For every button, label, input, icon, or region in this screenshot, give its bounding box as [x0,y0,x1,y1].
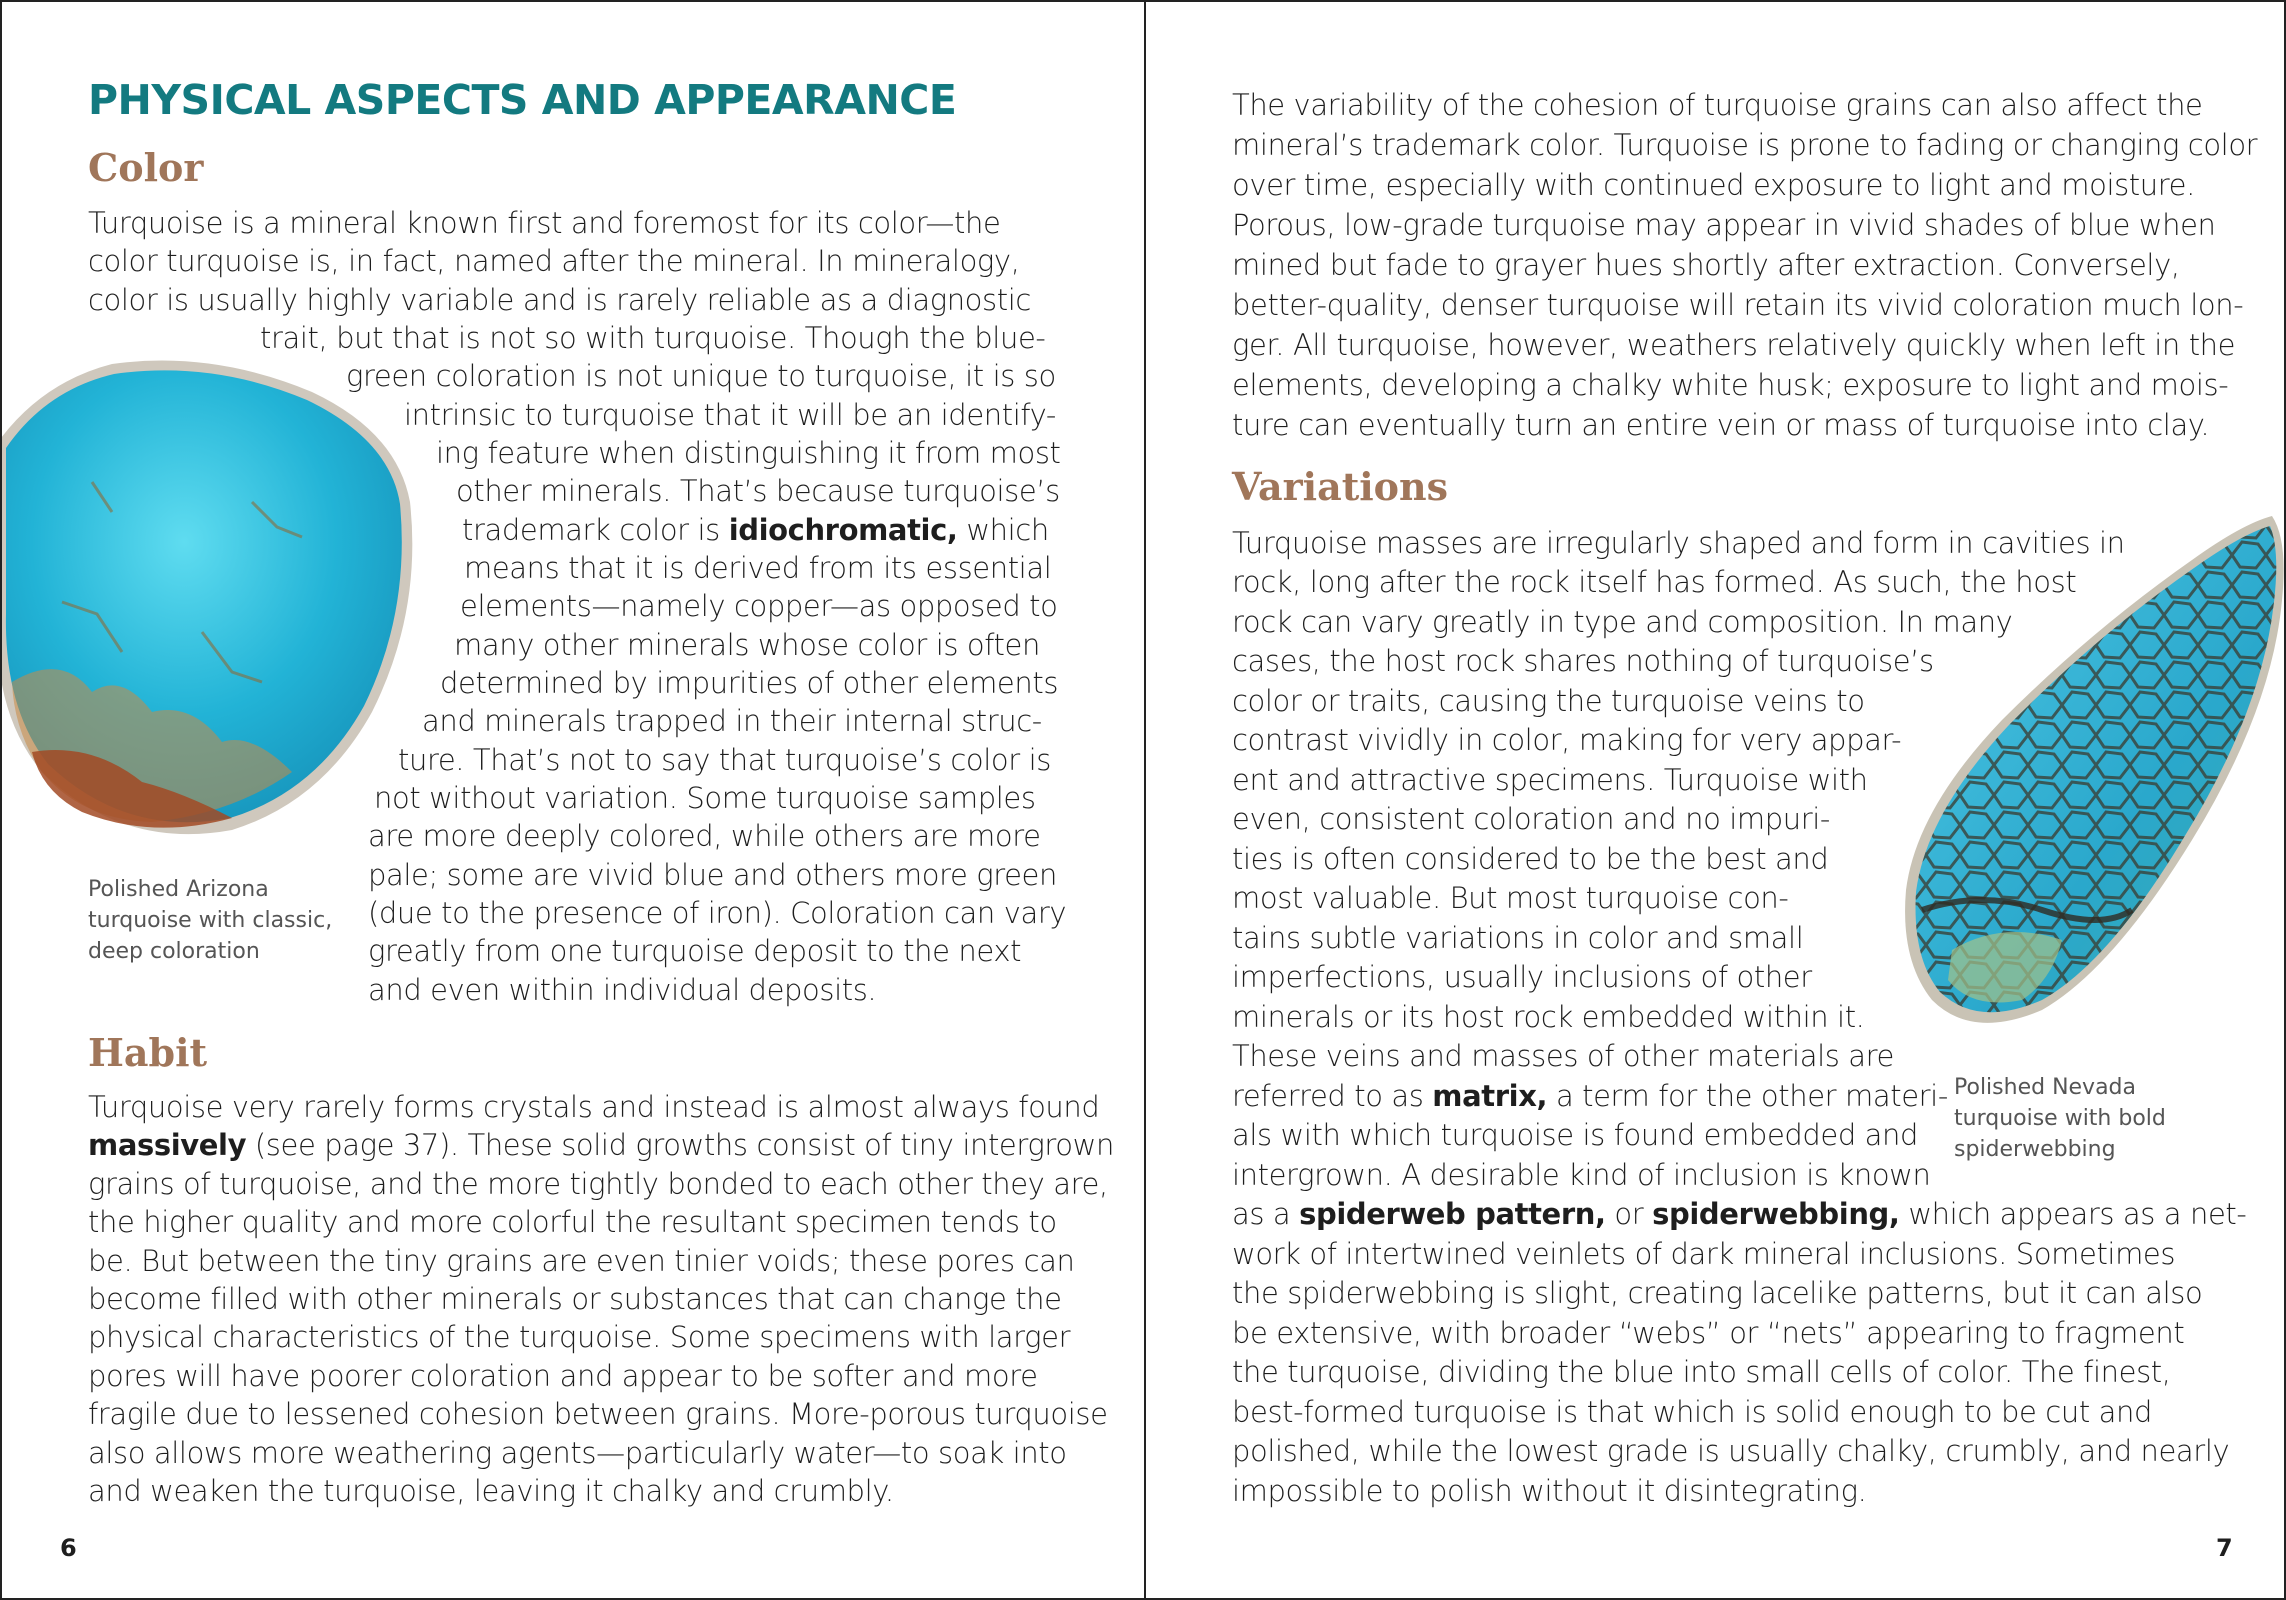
text-line: pores will have poorer coloration and appear to be softer and more [88,1359,1038,1393]
text-line: the spiderwebbing is slight, creating lacelike patterns, but it can also [1232,1276,2203,1310]
text-line: trait, but that is not so with turquoise. Though the blue- [260,321,1046,355]
text-line: determined by impurities of other elements [440,666,1059,700]
text-run: trademark color is [462,513,729,547]
left-page [2,2,1144,1598]
text-line: imperfections, usually inclusions of other [1232,960,1812,994]
text-line: ties is often considered to be the best and [1232,842,1829,876]
text-line: cases, the host rock shares nothing of turquoise’s [1232,644,1934,678]
text-run: referred to as [1232,1079,1433,1113]
text-line: Turquoise masses are irregularly shaped and form in cavities in [1232,526,2125,560]
text-run: which appears as a net- [1899,1197,2247,1231]
text-line: polished, while the lowest grade is usually chalky, crumbly, and nearly [1232,1434,2230,1468]
text-line: and even within individual deposits. [368,973,877,1007]
text-run: as a [1232,1197,1300,1231]
text-run: or [1605,1197,1653,1231]
text-line: These veins and masses of other materials are [1232,1039,1894,1073]
text-line: mineral’s trademark color. Turquoise is prone to fading or changing color [1232,128,2258,162]
text-line [1232,1077,1948,1115]
text-line: become filled with other minerals or substances that can change the [88,1282,1062,1316]
text-line: work of intertwined veinlets of dark mineral inclusions. Sometimes [1232,1237,2176,1271]
caption-line: Polished Nevada [1954,1075,2137,1100]
text-line: mined but fade to grayer hues shortly after extraction. Conversely, [1232,248,2180,282]
text-line: grains of turquoise, and the more tightly bonded to each other they are, [88,1167,1108,1201]
text-line: the turquoise, dividing the blue into small cells of color. The finest, [1232,1355,2171,1389]
text-line: ture. That’s not to say that turquoise’s color is [398,743,1051,777]
text-line: ger. All turquoise, however, weathers relatively quickly when left in the [1232,328,2236,362]
text-line: Turquoise very rarely forms crystals and instead is almost always found [88,1090,1100,1124]
text-line: not without variation. Some turquoise samples [374,781,1036,815]
text-line: rock can vary greatly in type and composition. In many [1232,605,2013,639]
text-run: which [957,513,1049,547]
right-page [1144,2,2286,1598]
text-line: are more deeply colored, while others are more [368,819,1041,853]
text-line: most valuable. But most turquoise con- [1232,881,1789,915]
variations-heading: Variations [1232,464,1449,509]
text-line [88,1126,1114,1164]
text-line: better-quality, denser turquoise will retain its vivid coloration much lon- [1232,288,2244,322]
text-line: ture can eventually turn an entire vein or mass of turquoise into clay. [1232,408,2210,442]
text-run: (see page 37). These solid growths consist of tiny intergrown [246,1128,1114,1162]
text-line: even, consistent coloration and no impuri- [1232,802,1830,836]
text-line: Porous, low-grade turquoise may appear in vivid shades of blue when [1232,208,2216,242]
text-line: elements—namely copper—as opposed to [460,589,1058,623]
bold-term: matrix, [1432,1079,1548,1113]
text-line: color or traits, causing the turquoise veins to [1232,684,1865,718]
bold-term: spiderweb pattern, [1299,1197,1606,1231]
text-line: physical characteristics of the turquoise. Some specimens with larger [88,1320,1071,1354]
text-line: intrinsic to turquoise that it will be an identify- [404,398,1056,432]
text-line: ent and attractive specimens. Turquoise with [1232,763,1868,797]
text-line [462,511,1049,549]
text-line: and minerals trapped in their internal struc- [422,704,1042,738]
text-line: and weaken the turquoise, leaving it chalky and crumbly. [88,1474,894,1508]
text-line: best-formed turquoise is that which is solid enough to be cut and [1232,1395,2152,1429]
text-line: The variability of the cohesion of turquoise grains can also affect the [1232,88,2203,122]
text-line: contrast vividly in color, making for very appar- [1232,723,1902,757]
text-line: minerals or its host rock embedded within it. [1232,1000,1865,1034]
bold-term: spiderwebbing, [1652,1197,1900,1231]
text-line: tains subtle variations in color and small [1232,921,1804,955]
text-line: means that it is derived from its essential [464,551,1052,585]
text-line: intergrown. A desirable kind of inclusion is known [1232,1158,1931,1192]
color-heading: Color [88,145,204,190]
text-line: color turquoise is, in fact, named after the mineral. In mineralogy, [88,244,1020,278]
caption-line: Polished Arizona [88,877,269,902]
bold-term: massively [88,1128,247,1162]
text-run: a term for the other materi- [1547,1079,1948,1113]
text-line: pale; some are vivid blue and others more green [368,858,1057,892]
page-number: 6 [60,1534,77,1562]
caption-line: deep coloration [88,939,260,964]
text-line: rock, long after the rock itself has formed. As such, the host [1232,565,2077,599]
text-line: be extensive, with broader “webs” or “nets” appearing to fragment [1232,1316,2185,1350]
caption-line: turquoise with bold [1954,1106,2166,1131]
text-line: Turquoise is a mineral known first and foremost for its color—the [88,206,1001,240]
bold-term: idiochromatic, [728,513,958,547]
text-line: many other minerals whose color is often [454,628,1040,662]
text-line: other minerals. That’s because turquoise’s [456,474,1060,508]
text-line [1232,1195,2246,1233]
page-title: PHYSICAL ASPECTS AND APPEARANCE [88,76,957,124]
caption-line: spiderwebbing [1954,1137,2116,1162]
text-line: over time, especially with continued exposure to light and moisture. [1232,168,2195,202]
text-line: als with which turquoise is found embedded and [1232,1118,1919,1152]
text-line: also allows more weathering agents—particularly water—to soak into [88,1436,1067,1470]
text-line: ing feature when distinguishing it from most [436,436,1061,470]
text-line: greatly from one turquoise deposit to the next [368,934,1022,968]
text-line: fragile due to lessened cohesion between grains. More-porous turquoise [88,1397,1108,1431]
text-line: impossible to polish without it disintegrating. [1232,1474,1867,1508]
text-line: color is usually highly variable and is rarely reliable as a diagnostic [88,283,1031,317]
text-line: the higher quality and more colorful the resultant specimen tends to [88,1205,1057,1239]
text-line: green coloration is not unique to turquoise, it is so [346,359,1056,393]
text-line: (due to the presence of iron). Coloration can vary [368,896,1067,930]
arizona-turquoise-image [2,352,422,842]
text-line: elements, developing a chalky white husk; exposure to light and mois- [1232,368,2229,402]
habit-heading: Habit [88,1030,208,1075]
caption-line: turquoise with classic, [88,908,333,933]
text-line: be. But between the tiny grains are even tinier voids; these pores can [88,1244,1075,1278]
page-number: 7 [2216,1534,2233,1562]
